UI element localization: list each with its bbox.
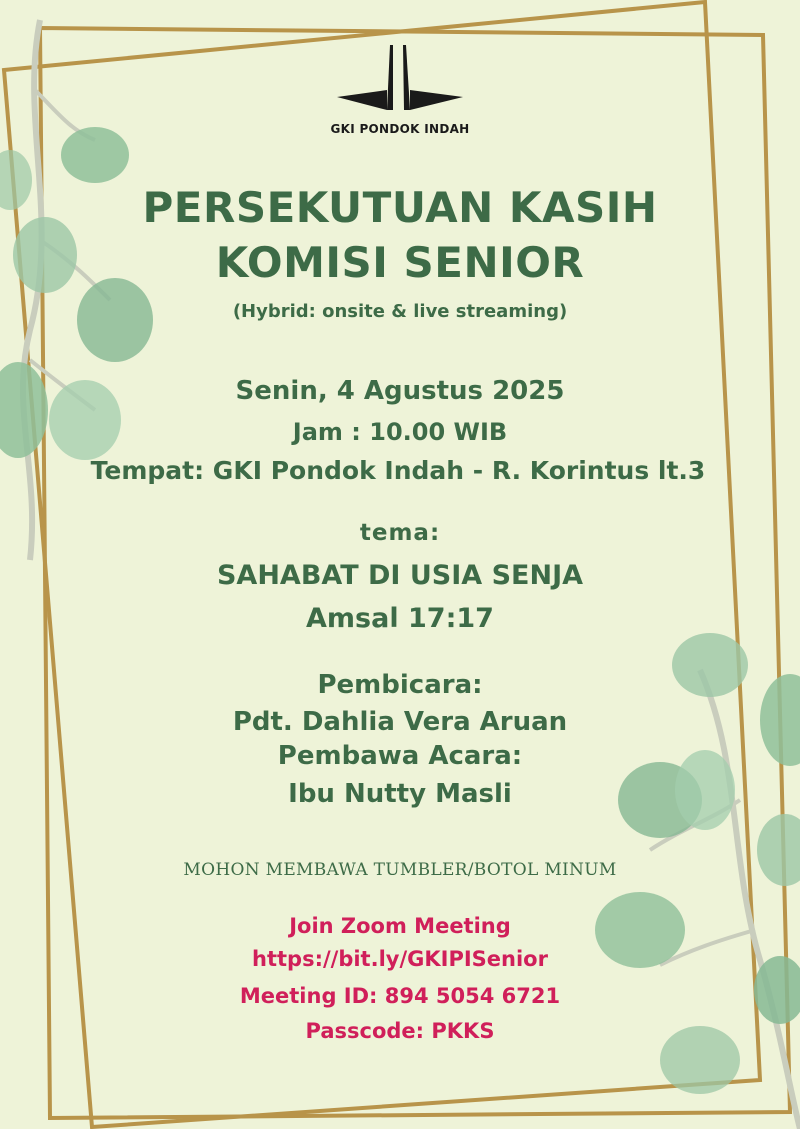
theme-title: SAHABAT DI USIA SENJA [216, 560, 584, 591]
speaker-label: Pembicara: [317, 670, 483, 700]
mc-name: Ibu Nutty Masli [288, 779, 512, 809]
organization-name: GKI PONDOK INDAH [330, 122, 470, 136]
theme-label: tema: [359, 520, 441, 546]
speaker-name: Pdt. Dahlia Vera Aruan [232, 707, 568, 737]
event-format: (Hybrid: onsite & live streaming) [232, 301, 568, 322]
zoom-heading: Join Zoom Meeting [289, 914, 511, 938]
mc-label: Pembawa Acara: [277, 741, 523, 771]
zoom-meeting-id: Meeting ID: 894 5054 6721 [239, 984, 561, 1008]
event-venue: Tempat: GKI Pondok Indah - R. Korintus lt.3 [90, 456, 706, 485]
zoom-passcode: Passcode: PKKS [305, 1019, 495, 1043]
bible-verse: Amsal 17:17 [306, 603, 494, 634]
event-date: Senin, 4 Agustus 2025 [235, 376, 565, 406]
zoom-link[interactable]: https://bit.ly/GKIPISenior [252, 947, 548, 971]
event-title-line2: KOMISI SENIOR [215, 238, 585, 287]
event-title-line1: PERSEKUTUAN KASIH [142, 183, 658, 232]
church-logo [335, 40, 465, 115]
event-time: Jam : 10.00 WIB [292, 418, 508, 446]
notice-text: MOHON MEMBAWA TUMBLER/BOTOL MINUM [183, 860, 617, 880]
